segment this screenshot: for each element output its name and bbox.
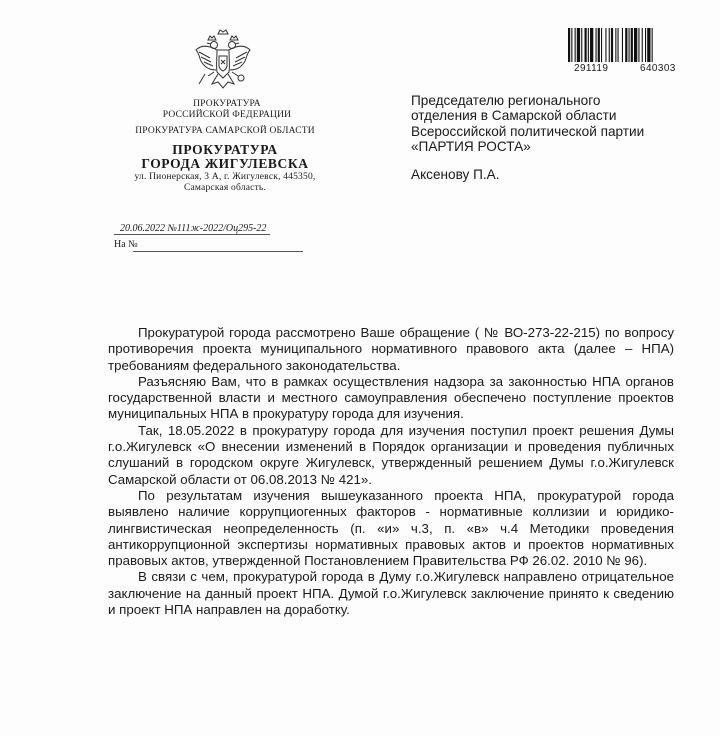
letterhead-title-line2: ГОРОДА ЖИГУЛЕВСКА: [141, 156, 309, 171]
barcode-bar: [629, 28, 630, 62]
barcode-bar: [571, 28, 572, 62]
body-paragraph: Так, 18.05.2022 в прокуратуру города для изучения поступил проект решения Думы г.о.Жигулевск «О внесении изменений в Порядок организации и проведения публичных слушаний в городском округе Жигулевск, утвержденный решением Думы г.о.Жигулевск Самарской области от 06.08.2013 № 421».: [108, 422, 674, 487]
barcode-number-left: 291119: [574, 63, 609, 74]
body-paragraph: По результатам изучения вышеуказанного проекта НПА, прокуратурой города выявлено наличие коррупциогенных факторов - нормативные коллизии и юридико-лингвистическая неопределенность (п. «и» ч.3, п. «в» ч.4 Методики проведения антикоррупционной экспертизы нормативных правовых актов и проектов нормативных правовых актов, утвержденной Постановлением Правительства РФ 26.02. 2010 № 96).: [108, 487, 674, 569]
barcode-bar: [590, 28, 593, 62]
letterhead-title-line1: ПРОКУРАТУРА: [172, 142, 278, 157]
body-paragraph: Прокуратурой города рассмотрено Ваше обращение ( № ВО-273-22-215) по вопросу противоречия проекта муниципального нормативного правового акта (далее – НПА) требованиям федерального законодательства.: [108, 325, 674, 373]
barcode-bar: [611, 28, 613, 62]
barcode-bar: [618, 28, 619, 62]
barcode-bar: [598, 28, 600, 62]
letterhead-line-prosecutor: ПРОКУРАТУРА: [193, 99, 261, 109]
barcode-bar: [631, 28, 633, 62]
reference-number-blank: [133, 251, 303, 252]
body-paragraph: Разъясняю Вам, что в рамках осуществления надзора за законностью НПА органов государственной власти и местного самоуправления обеспечено поступление проектов муниципальных НПА в прокуратуру города для изучения.: [108, 373, 674, 422]
outgoing-date-number: 20.06.2022 №111ж-2022/Оц295-22: [114, 223, 270, 235]
barcode-bar: [568, 28, 570, 62]
addressee-line1: Председателю регионального: [411, 93, 601, 108]
letter-body: [108, 325, 674, 618]
letterhead-line-russian-federation: РОССИЙСКОЙ ФЕДЕРАЦИИ: [162, 110, 292, 120]
barcode-bar: [652, 28, 653, 62]
barcode-bar: [581, 28, 582, 62]
addressee-name: Аксенову П.А.: [411, 167, 500, 182]
barcode-bar: [645, 28, 646, 62]
barcode-bar: [625, 28, 627, 62]
addressee-line4: «ПАРТИЯ РОСТА»: [411, 139, 531, 154]
barcode-bar: [638, 28, 639, 62]
barcode: [566, 28, 686, 62]
addressee-line2: отделения в Самарской области: [411, 108, 617, 123]
barcode-bar: [601, 28, 602, 62]
letterhead-line-samara-region: ПРОКУРАТУРА САМАРСКОЙ ОБЛАСТИ: [135, 126, 315, 136]
barcode-bar: [615, 28, 616, 62]
barcode-bar: [642, 28, 643, 62]
letterhead-address-line1: ул. Пионерская, 3 А, г. Жигулевск, 445350,: [134, 172, 316, 182]
barcode-bar: [605, 28, 606, 62]
russian-coat-of-arms-icon: [190, 28, 256, 94]
barcode-bar: [634, 28, 637, 62]
barcode-bar: [596, 28, 597, 62]
barcode-bar: [575, 28, 576, 62]
barcode-bar: [585, 28, 587, 62]
barcode-bar: [622, 28, 623, 62]
barcode-bar: [609, 28, 610, 62]
body-paragraph: В связи с чем, прокуратурой города в Думу г.о.Жигулевск направлено отрицательное заключение на данный проект НПА. Думой г.о.Жигулевск заключение принято к сведению и проект НПА направлен на доработку.: [108, 569, 674, 618]
reference-number-label: На №: [114, 239, 138, 250]
barcode-bar: [588, 28, 589, 62]
letterhead-address-line2: Самарская область.: [183, 183, 267, 193]
addressee-line3: Всероссийской политической партии: [411, 124, 645, 139]
barcode-number-right: 640303: [640, 63, 676, 74]
barcode-bar: [647, 28, 650, 62]
barcode-bar: [577, 28, 580, 62]
